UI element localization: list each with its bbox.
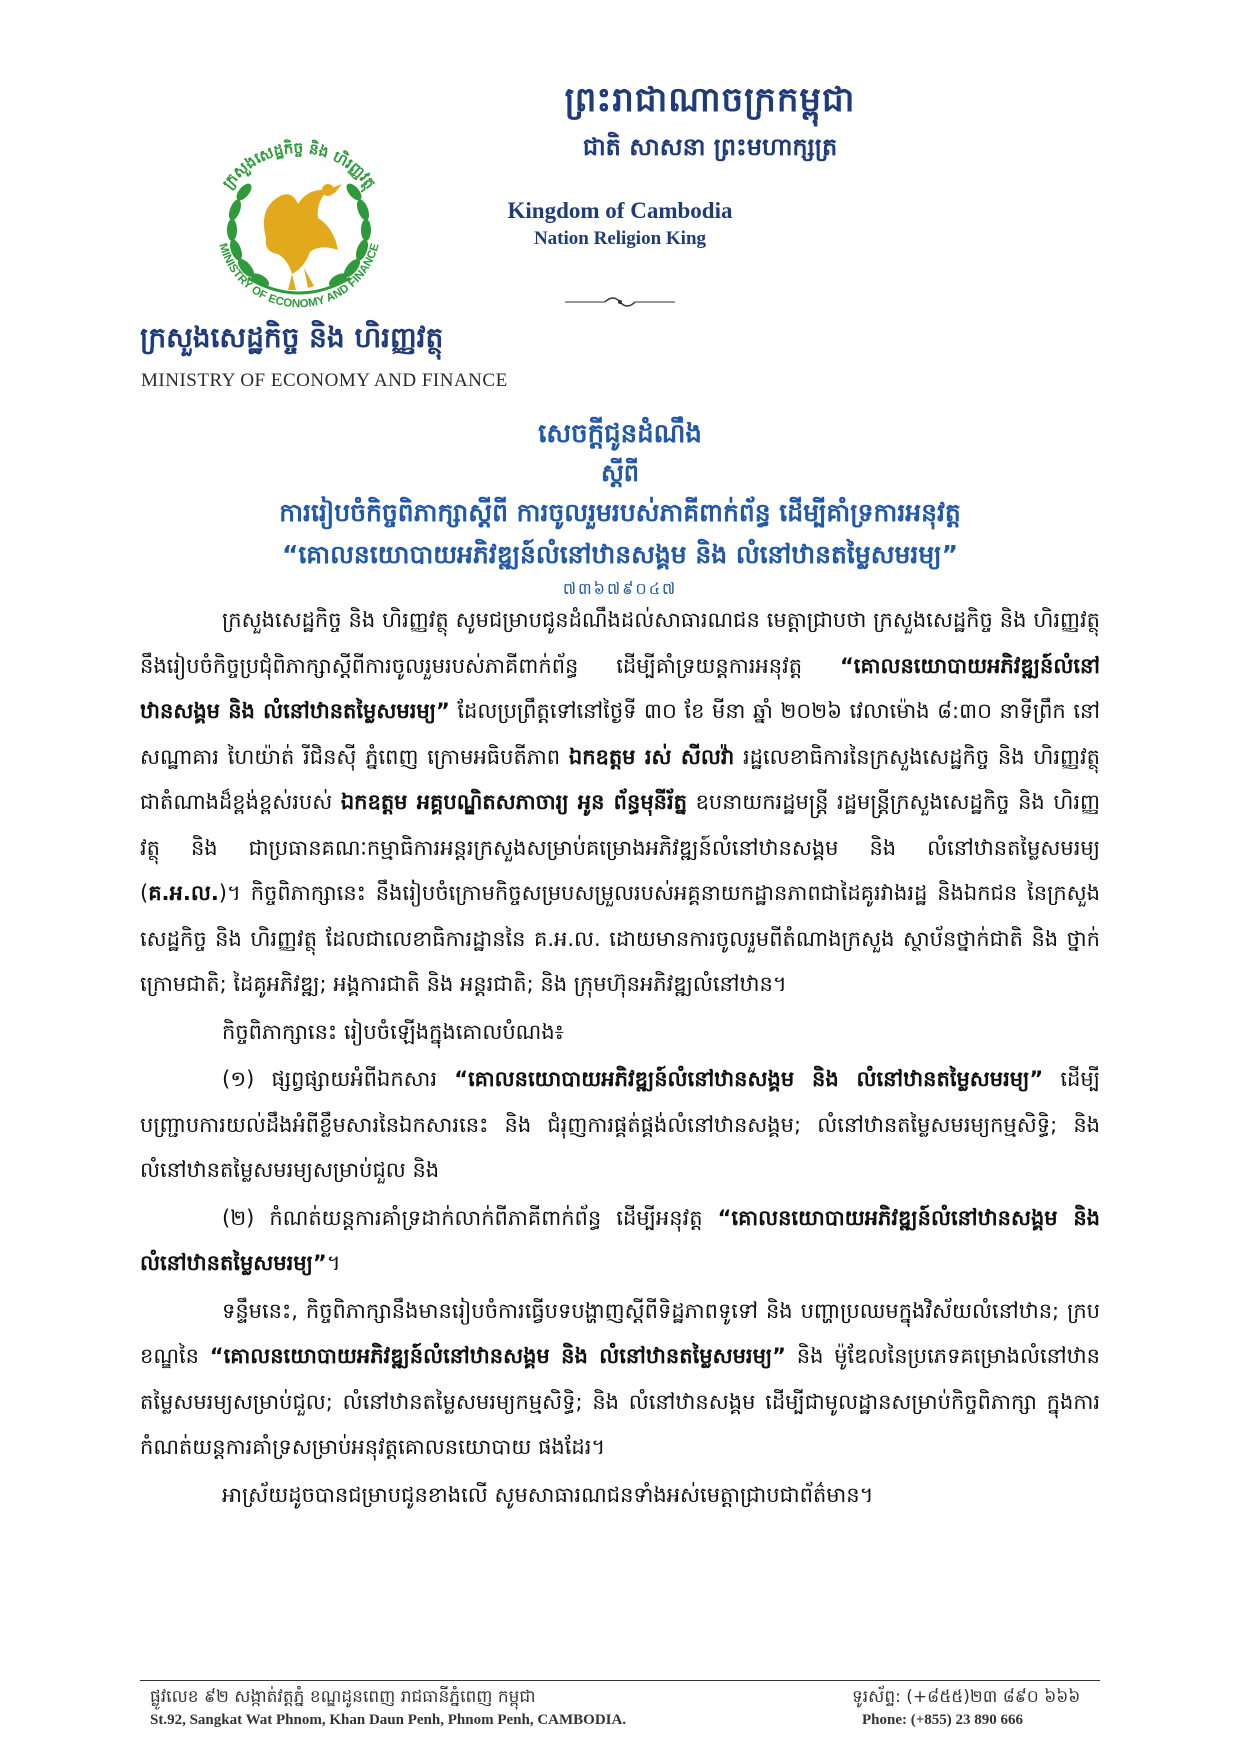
footer-divider [140, 1680, 1100, 1681]
notice-heading [140, 414, 1100, 602]
p4-policy-name: “គោលនយោបាយអភិវឌ្ឍន៍លំនៅឋានសង្គម និង លំនៅឋានតម្លៃសមរម្យ” [140, 1205, 1100, 1275]
paragraph-4 [140, 1196, 1100, 1287]
national-motto-en: Nation Religion King [533, 228, 707, 249]
svg-text:MINISTRY OF ECONOMY AND FINANC: MINISTRY OF ECONOMY AND FINANCE [216, 242, 382, 311]
p1-official-name: ឯកឧត្តម រស់ សីលវ៉ា [568, 744, 735, 769]
p5-text-c: និង ម៉ូឌែលនៃប្រភេទគម្រោងលំនៅឋានតម្លៃសមរម្យសម្រាប់ជួល; លំនៅឋានតម្លៃសមរម្យកម្មសិទ្ធិ; និង លំនៅឋានសង្គម ដើម្បីជាមូលដ្ឋានសម្រាប់កិច្ចពិភាក្សា ក្នុងការកំណត់យន្តការគាំទ្រសម្រាប់អនុវត្តគោលនយោបាយ ផងដែរ។ [140, 1344, 1100, 1459]
kingdom-title-en: Kingdom of Cambodia [507, 198, 733, 223]
notice-body [140, 598, 1100, 1520]
ministry-name-en: MINISTRY OF ECONOMY AND FINANCE [141, 370, 508, 391]
p1-text-i: )។ កិច្ចពិភាក្សានេះ នឹងរៀបចំក្រោមកិច្ចសម្របសម្រួលរបស់អគ្គនាយកដ្ឋានភាពជាដៃគូរវាងរដ្ឋ និងឯកជន នៃក្រសួងសេដ្ឋកិច្ច និង ហិរញ្ញវត្ថុ ដែលជាលេខាធិការដ្ឋាននៃ គ.អ.ល. ដោយមានការចូលរួមពីតំណាងក្រសួង ស្ថាប័នថ្នាក់ជាតិ និង ថ្នាក់ក្រោមជាតិ; ដៃគូអភិវឌ្ឍ; អង្គការជាតិ និង អន្តរជាតិ; និង ក្រុមហ៊ុនអភិវឌ្ឍលំនៅឋាន។ [140, 881, 1100, 996]
p5-policy-name: “គោលនយោបាយអភិវឌ្ឍន៍លំនៅឋានសង្គម និង លំនៅឋានតម្លៃសមរម្យ” [209, 1344, 786, 1368]
notice-title: សេចក្តីជូនដំណឹង [538, 419, 702, 449]
ministry-seal-logo [188, 118, 410, 340]
notice-reference-number: ៧៣៦៧៩០៤៧ [562, 579, 678, 598]
p3-text-c: ដើម្បីបញ្ជ្រាបការយល់ដឹងអំពីខ្លឹមសារនៃឯកសារនេះ និង ជំរុញការផ្គត់ផ្គង់លំនៅឋានសង្គម; លំនៅឋានតម្លៃសមរម្យកម្មសិទ្ធិ; និង លំនៅឋានតម្លៃសមរម្យសម្រាប់ជួល និង [140, 1067, 1100, 1182]
p1-text-c: ដែលប្រព្រឹត្តទៅនៅថ្ងៃទី ៣០ ខែ មីនា ឆ្នាំ ២០២៦ វេលាម៉ោង ៨:៣០ នាទីព្រឹក នៅសណ្ឋាគារ ហៃយ៉ាត់ រីជិនស៊ី ភ្នំពេញ ក្រោមអធិបតីភាព [140, 699, 1100, 769]
p1-policy-name: “គោលនយោបាយអភិវឌ្ឍន៍លំនៅឋានសង្គម និង លំនៅឋានតម្លៃសមរម្យ” [140, 653, 1100, 723]
national-motto-kh: ជាតិ សាសនា ព្រះមហាក្សត្រ [582, 132, 838, 161]
p4-text-a: (២) កំណត់យន្តការគាំទ្រដាក់លាក់ពីភាគីពាក់ព័ន្ធ ដើម្បីអនុវត្ត [222, 1205, 718, 1230]
paragraph-3 [140, 1057, 1100, 1194]
p5-text-a: ទន្ទឹមនេះ, កិច្ចពិភាក្សានឹងមានរៀបចំការធ្វើបទបង្ហាញស្តីពីទិដ្ឋភាពទូទៅ និង បញ្ហាប្រឈមក្នុងវិស័យលំនៅឋាន; ក្របខណ្ឌនៃ [140, 1298, 1100, 1368]
p1-text-e: រដ្ឋលេខាធិការនៃក្រសួងសេដ្ឋកិច្ច និង ហិរញ្ញវត្ថុ ជាតំណាងដ៏ខ្ពង់ខ្ពស់របស់ [140, 744, 1100, 814]
p3-text-a: (១) ផ្សព្វផ្សាយអំពីឯកសារ [222, 1067, 455, 1091]
p1-minister-name: ឯកឧត្តម អគ្គបណ្ឌិតសភាចារ្យ អូន ព័ន្ធមុនីរ័ត្ន [340, 790, 687, 814]
p4-text-c: ។ [326, 1251, 341, 1275]
notice-policy-title: “គោលនយោបាយអភិវឌ្ឍន៍លំនៅឋានសង្គម និង លំនៅឋានតម្លៃសមរម្យ” [281, 540, 959, 569]
paragraph-2: កិច្ចពិភាក្សានេះ រៀបចំឡើងក្នុងគោលបំណង៖ [222, 1019, 564, 1044]
p3-policy-name: “គោលនយោបាយអភិវឌ្ឍន៍លំនៅឋានសង្គម និង លំនៅឋានតម្លៃសមរម្យ” [454, 1067, 1044, 1091]
footer-phone-en: Phone: (+855) 23 890 666 [862, 1712, 1024, 1728]
paragraph-1 [140, 598, 1100, 1008]
ornament-divider-icon [565, 292, 675, 312]
p1-text-a: ក្រសួងសេដ្ឋកិច្ច និង ហិរញ្ញវត្ថុ សូមជម្រាបជូនដំណឹងដល់សាធារណជន មេត្តាជ្រាបថា ក្រសួងសេដ្ឋកិច្ច និង ហិរញ្ញវត្ថុ នឹងរៀបចំកិច្ចប្រជុំពិភាក្សាស្តីពីការចូលរួមរបស់ភាគីពាក់ព័ន្ធ ដើម្បីគាំទ្រយន្តការអនុវត្ត [140, 608, 1100, 678]
footer-address-kh: ផ្លូវលេខ ៩២ សង្កាត់វត្តភ្នំ ខណ្ឌដូនពេញ រាជធានីភ្នំពេញ កម្ពុជា [150, 1687, 536, 1707]
paragraph-6: អាស្រ័យដូចបានជម្រាបជូនខាងលើ សូមសាធារណជនទាំងអស់មេត្តាជ្រាបជាព័ត៌មាន។ [222, 1482, 874, 1507]
svg-text:ក្រសួងសេដ្ឋកិច្ច និង ហិរញ្ញវត្: ក្រសួងសេដ្ឋកិច្ច និង ហិរញ្ញវត្ថុ [218, 138, 380, 193]
kingdom-title-kh: ព្រះរាជាណាចក្រកម្ពុជា [564, 80, 856, 120]
notice-about: ស្តីពី [600, 459, 640, 487]
paragraph-5 [140, 1289, 1100, 1471]
footer-address-en: St.92, Sangkat Wat Phnom, Khan Daun Penh, Phnom Penh, CAMBODIA. [150, 1712, 627, 1728]
p1-acronym: គ.អ.ល. [148, 881, 219, 905]
p1-text-g: ឧបនាយករដ្ឋមន្ត្រី រដ្ឋមន្ត្រីក្រសួងសេដ្ឋកិច្ច និង ហិរញ្ញវត្ថុ និង ជាប្រធានគណៈកម្មាធិការអន្តរក្រសួងសម្រាប់គម្រោងអភិវឌ្ឍន៍លំនៅឋានសង្គម និង លំនៅឋានតម្លៃសមរម្យ ( [140, 790, 1100, 905]
footer-phone-kh: ទូរស័ព្ទ: (+៨៥៥)២៣ ៨៩០ ៦៦៦ [852, 1687, 1081, 1707]
ministry-name-kh: ក្រសួងសេដ្ឋកិច្ច និង ហិរញ្ញវត្ថុ [140, 321, 444, 354]
notice-subject: ការរៀបចំកិច្ចពិភាក្សាស្តីពី ការចូលរួមរបស់ភាគីពាក់ព័ន្ធ ដើម្បីគាំទ្រការអនុវត្ត [279, 498, 961, 527]
